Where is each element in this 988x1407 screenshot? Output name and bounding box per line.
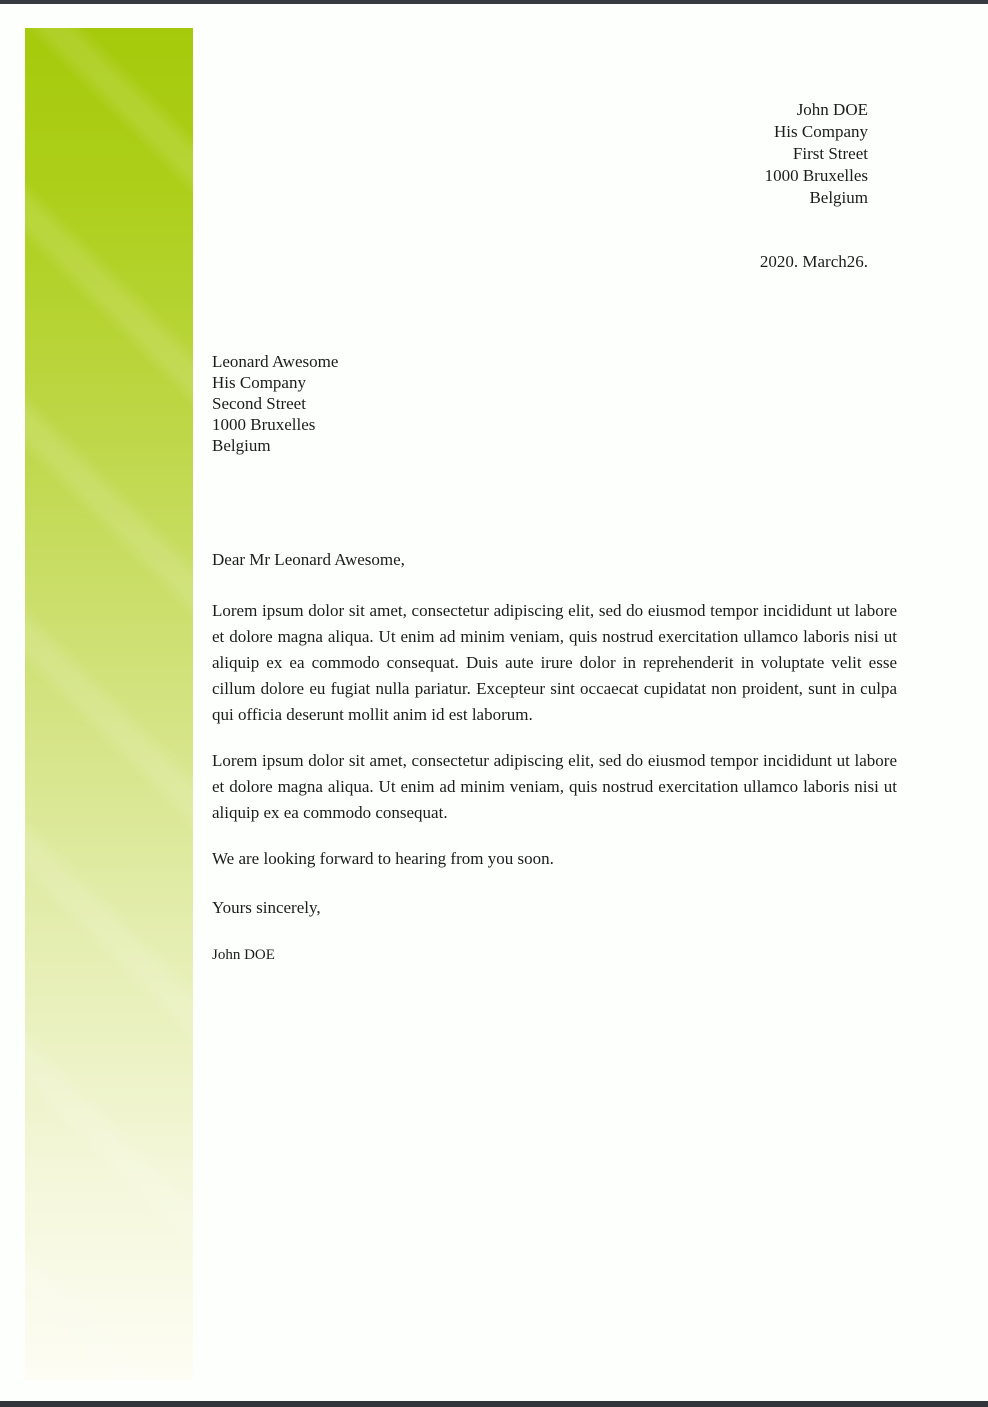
body-paragraph-2: Lorem ipsum dolor sit amet, consectetur adipiscing elit, sed do eiusmod tempor incididunt ut labore et dolore magna aliqua. Ut enim ad minim veniam, quis nostrud exercitation ullamco laboris nisi ut aliquip ex ea commodo consequat. xyxy=(212,751,897,822)
sender-name: John DOE xyxy=(796,100,868,119)
sender-city: 1000 Bruxelles xyxy=(764,166,868,185)
closing-line: We are looking forward to hearing from you soon. xyxy=(212,849,554,868)
salutation: Dear Mr Leonard Awesome, xyxy=(212,550,405,569)
sender-country: Belgium xyxy=(809,188,868,207)
body-paragraph-1: Lorem ipsum dolor sit amet, consectetur adipiscing elit, sed do eiusmod tempor incididunt ut labore et dolore magna aliqua. Ut enim ad minim veniam, quis nostrud exercitation ullamco laboris nisi ut aliquip ex ea commodo consequat. Duis aute irure dolor in reprehenderit in voluptate velit esse cillum dolore eu fugiat nulla pariatur. Excepteur sint occaecat cupidatat non proident, sunt in culpa qui officia deserunt mollit anim id est laborum. xyxy=(212,601,897,724)
sender-street: First Street xyxy=(792,144,868,163)
recipient-company: His Company xyxy=(212,373,306,392)
signature-name: John DOE xyxy=(212,947,275,963)
recipient-city: 1000 Bruxelles xyxy=(212,415,316,434)
sign-off: Yours sincerely, xyxy=(212,898,321,917)
recipient-address-block xyxy=(212,351,338,456)
page-top-edge xyxy=(0,0,988,4)
green-gradient-sidebar xyxy=(25,28,193,1380)
recipient-street: Second Street xyxy=(212,394,306,413)
sender-company: His Company xyxy=(774,122,868,141)
sender-address-block xyxy=(765,99,868,209)
page-bottom-edge xyxy=(0,1401,988,1407)
recipient-country: Belgium xyxy=(212,436,271,455)
recipient-name: Leonard Awesome xyxy=(212,352,339,371)
letter-date: 2020. March26. xyxy=(759,252,868,271)
